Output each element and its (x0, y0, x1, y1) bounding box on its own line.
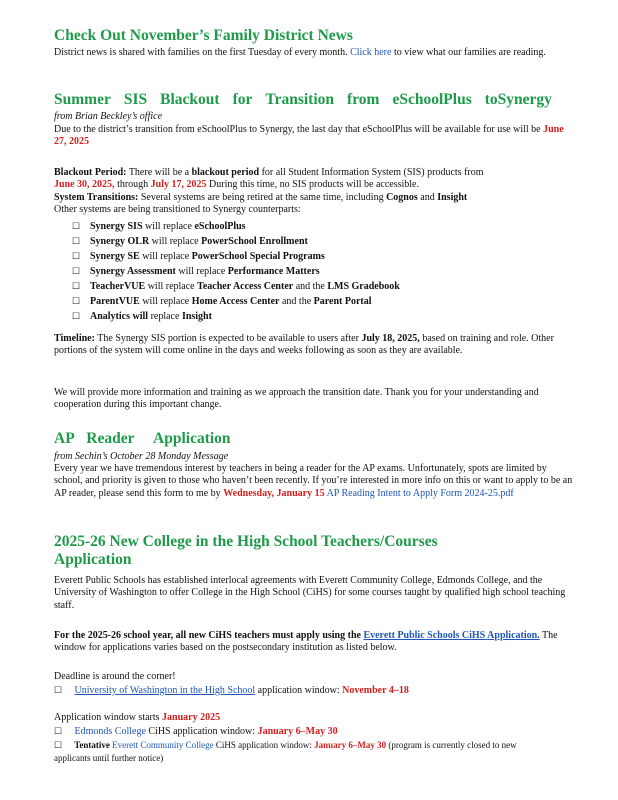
news-click-here-link[interactable]: Click here (350, 47, 392, 58)
news-text: District news is shared with families on the first Tuesday of every month. Click here to view what our families are reading. (54, 47, 546, 58)
edmonds-line: ☐ Edmonds College CiHS application window: January 6–May 30 (54, 726, 338, 737)
uw-line: ☐ University of Washington in the High School application window: November 4–18 (54, 685, 409, 696)
transition-title: Summer SIS Blackout for Transition from eSchoolPlus toSynergy (54, 91, 552, 108)
window-starts: Application window starts January 2025 (54, 712, 221, 723)
cihs-intro: Everett Public Schools has established interlocal agreements with Everett Community College, Edmonds College, and the University of Washington to offer College in the High School (CiHS) for some courses taught by qualified high school teaching staff. (54, 575, 566, 611)
cihs-application-link[interactable]: Everett Public Schools CiHS Application. (363, 630, 540, 641)
checkbox-bullet-icon: ☐ (72, 281, 81, 291)
transition-intro: Due to the district’s transition from eSchoolPlus to Synergy, the last day that eSchoolPlus will be available for use will be June 27, 2025 (54, 124, 564, 148)
checkbox-bullet-icon: ☐ (72, 311, 81, 321)
evcc-line: ☐ Tentative Everett Community College CiHS application window: January 6–May 30 (program is currently closed to new applicants until further notice) (54, 740, 517, 763)
news-title: Check Out November’s Family District News (54, 27, 353, 44)
system-list (54, 219, 400, 324)
checkbox-bullet-icon: ☐ (72, 251, 81, 261)
checkbox-bullet-icon: ☐ (54, 685, 63, 695)
checkbox-bullet-icon: ☐ (54, 740, 63, 750)
evcc-link[interactable]: Everett Community College (112, 740, 214, 750)
list-item: ☐ ParentVUE will replace Home Access Center and the Parent Portal (72, 296, 372, 307)
list-item: ☐ Synergy OLR will replace PowerSchool Enrollment (72, 236, 308, 247)
cihs-apply-paragraph: For the 2025-26 school year, all new CiHS teachers must apply using the Everett Public Schools CiHS Application. The window for applications varies based on the postsecondary institution as listed below. (54, 630, 558, 654)
ap-byline: from Sechin’s October 28 Monday Message (54, 451, 229, 462)
edmonds-link[interactable]: Edmonds College (74, 726, 146, 737)
checkbox-bullet-icon: ☐ (72, 221, 81, 231)
checkbox-bullet-icon: ☐ (72, 266, 81, 276)
checkbox-bullet-icon: ☐ (72, 236, 81, 246)
list-item: ☐ Synergy SE will replace PowerSchool Special Programs (72, 251, 325, 262)
list-item: ☐ TeacherVUE will replace Teacher Access Center and the LMS Gradebook (72, 281, 400, 292)
ap-form-link[interactable]: AP Reading Intent to Apply Form 2024-25.pdf (326, 487, 514, 499)
list-item: ☐ Analytics will replace Insight (72, 311, 212, 322)
transition-byline: from Brian Beckley’s office (54, 111, 163, 122)
ap-text: Every year we have tremendous interest by teachers in being a reader for the AP exams. Unfortunately, spots are limited by school, and priority is given to those who haven’t been recently. If you’re interested in more info on this or want to apply to be an AP reader, please send this form to me by Wednesday, January 15 AP Reading Intent to Apply Form 2024-25.pdf (54, 463, 573, 499)
deadline-note: Deadline is around the corner! (54, 671, 176, 682)
timeline-paragraph: Timeline: The Synergy SIS portion is expected to be available to users after July 18, 2025, based on training and role. Other portions of the system will come online in the days and weeks following as soon as they are available. (54, 333, 554, 357)
blackout-paragraph: Blackout Period: There will be a blackout period for all Student Information System (SIS) products from June 30, 2025, through July 17, 2025 During this time, no SIS products will be accessible. System Transitions: Several systems are being retired at the same time, including Cognos and Insight Other systems are being transitioned to Synergy counterparts: (54, 167, 484, 216)
list-item: ☐ Synergy Assessment will replace Performance Matters (72, 266, 320, 277)
list-item: ☐ Synergy SIS will replace eSchoolPlus (72, 221, 246, 232)
cihs-title: 2025-26 New College in the High School Teachers/Courses Application (54, 533, 438, 568)
ap-title: AP Reader Application (54, 430, 231, 447)
closing-paragraph: We will provide more information and training as we approach the transition date. Thank you for your understanding and cooperation during this important change. (54, 387, 539, 411)
uw-link[interactable]: University of Washington in the High School (74, 685, 256, 696)
checkbox-bullet-icon: ☐ (54, 726, 63, 736)
checkbox-bullet-icon: ☐ (72, 296, 81, 306)
